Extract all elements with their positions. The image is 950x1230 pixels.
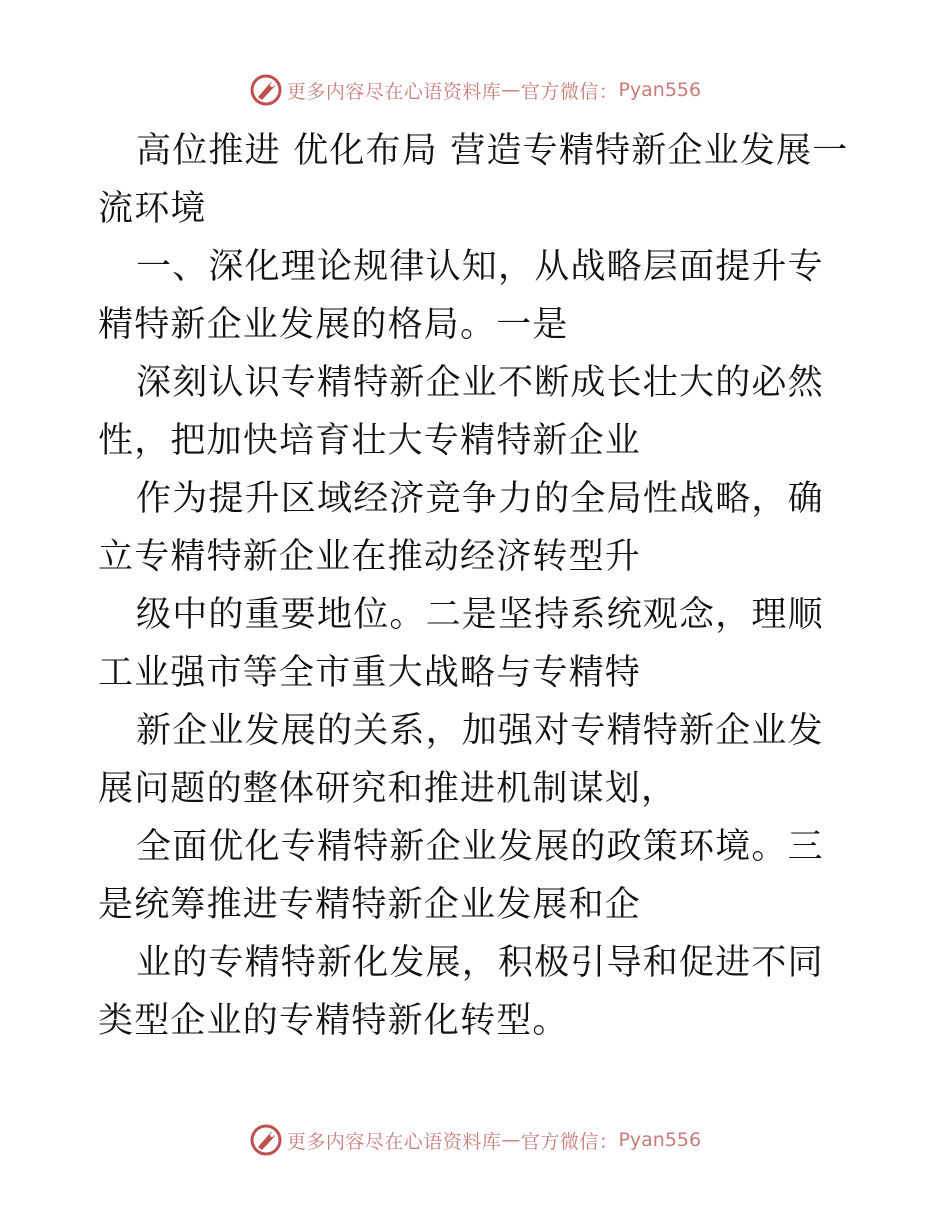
document-body [98, 122, 852, 1050]
watermark-wechat-label: 官方微信： [520, 1130, 619, 1153]
paragraph: 全面优化专精特新企业发展的政策环境。三是统筹推进专精特新企业发展和企 [98, 827, 824, 925]
watermark-wechat-id: Pyan556 [618, 79, 702, 101]
watermark-separator: — [501, 79, 521, 101]
paragraph: 一、深化理论规律认知，从战略层面提升专精特新企业发展的格局。一是 [98, 247, 824, 345]
paragraph: 业的专精特新化发展，积极引导和促进不同类型企业的专精特新化转型。 [98, 943, 824, 1041]
paragraph: 深刻认识专精特新企业不断成长壮大的必然性，把加快培育壮大专精特新企业 [98, 363, 824, 461]
watermark-wechat-label: 官方微信： [520, 80, 619, 103]
document-title: 高位推进 优化布局 营造专精特新企业发展一流环境 [98, 131, 849, 229]
pen-nib-circle-icon [249, 73, 283, 107]
watermark-site-text: 更多内容尽在心语资料库 [286, 80, 502, 103]
watermark-wechat-id: Pyan556 [618, 1129, 702, 1151]
paragraph: 新企业发展的关系，加强对专精特新企业发展问题的整体研究和推进机制谋划， [98, 711, 824, 809]
paragraph: 作为提升区域经济竞争力的全局性战略，确立专精特新企业在推动经济转型升 [98, 479, 824, 577]
footer-watermark [0, 1122, 950, 1158]
pen-nib-circle-icon [249, 1123, 283, 1157]
header-watermark [0, 72, 950, 108]
watermark-separator: — [501, 1129, 521, 1151]
paragraph: 级中的重要地位。二是坚持系统观念，理顺工业强市等全市重大战略与专精特 [98, 595, 824, 693]
watermark-site-text: 更多内容尽在心语资料库 [286, 1130, 502, 1153]
